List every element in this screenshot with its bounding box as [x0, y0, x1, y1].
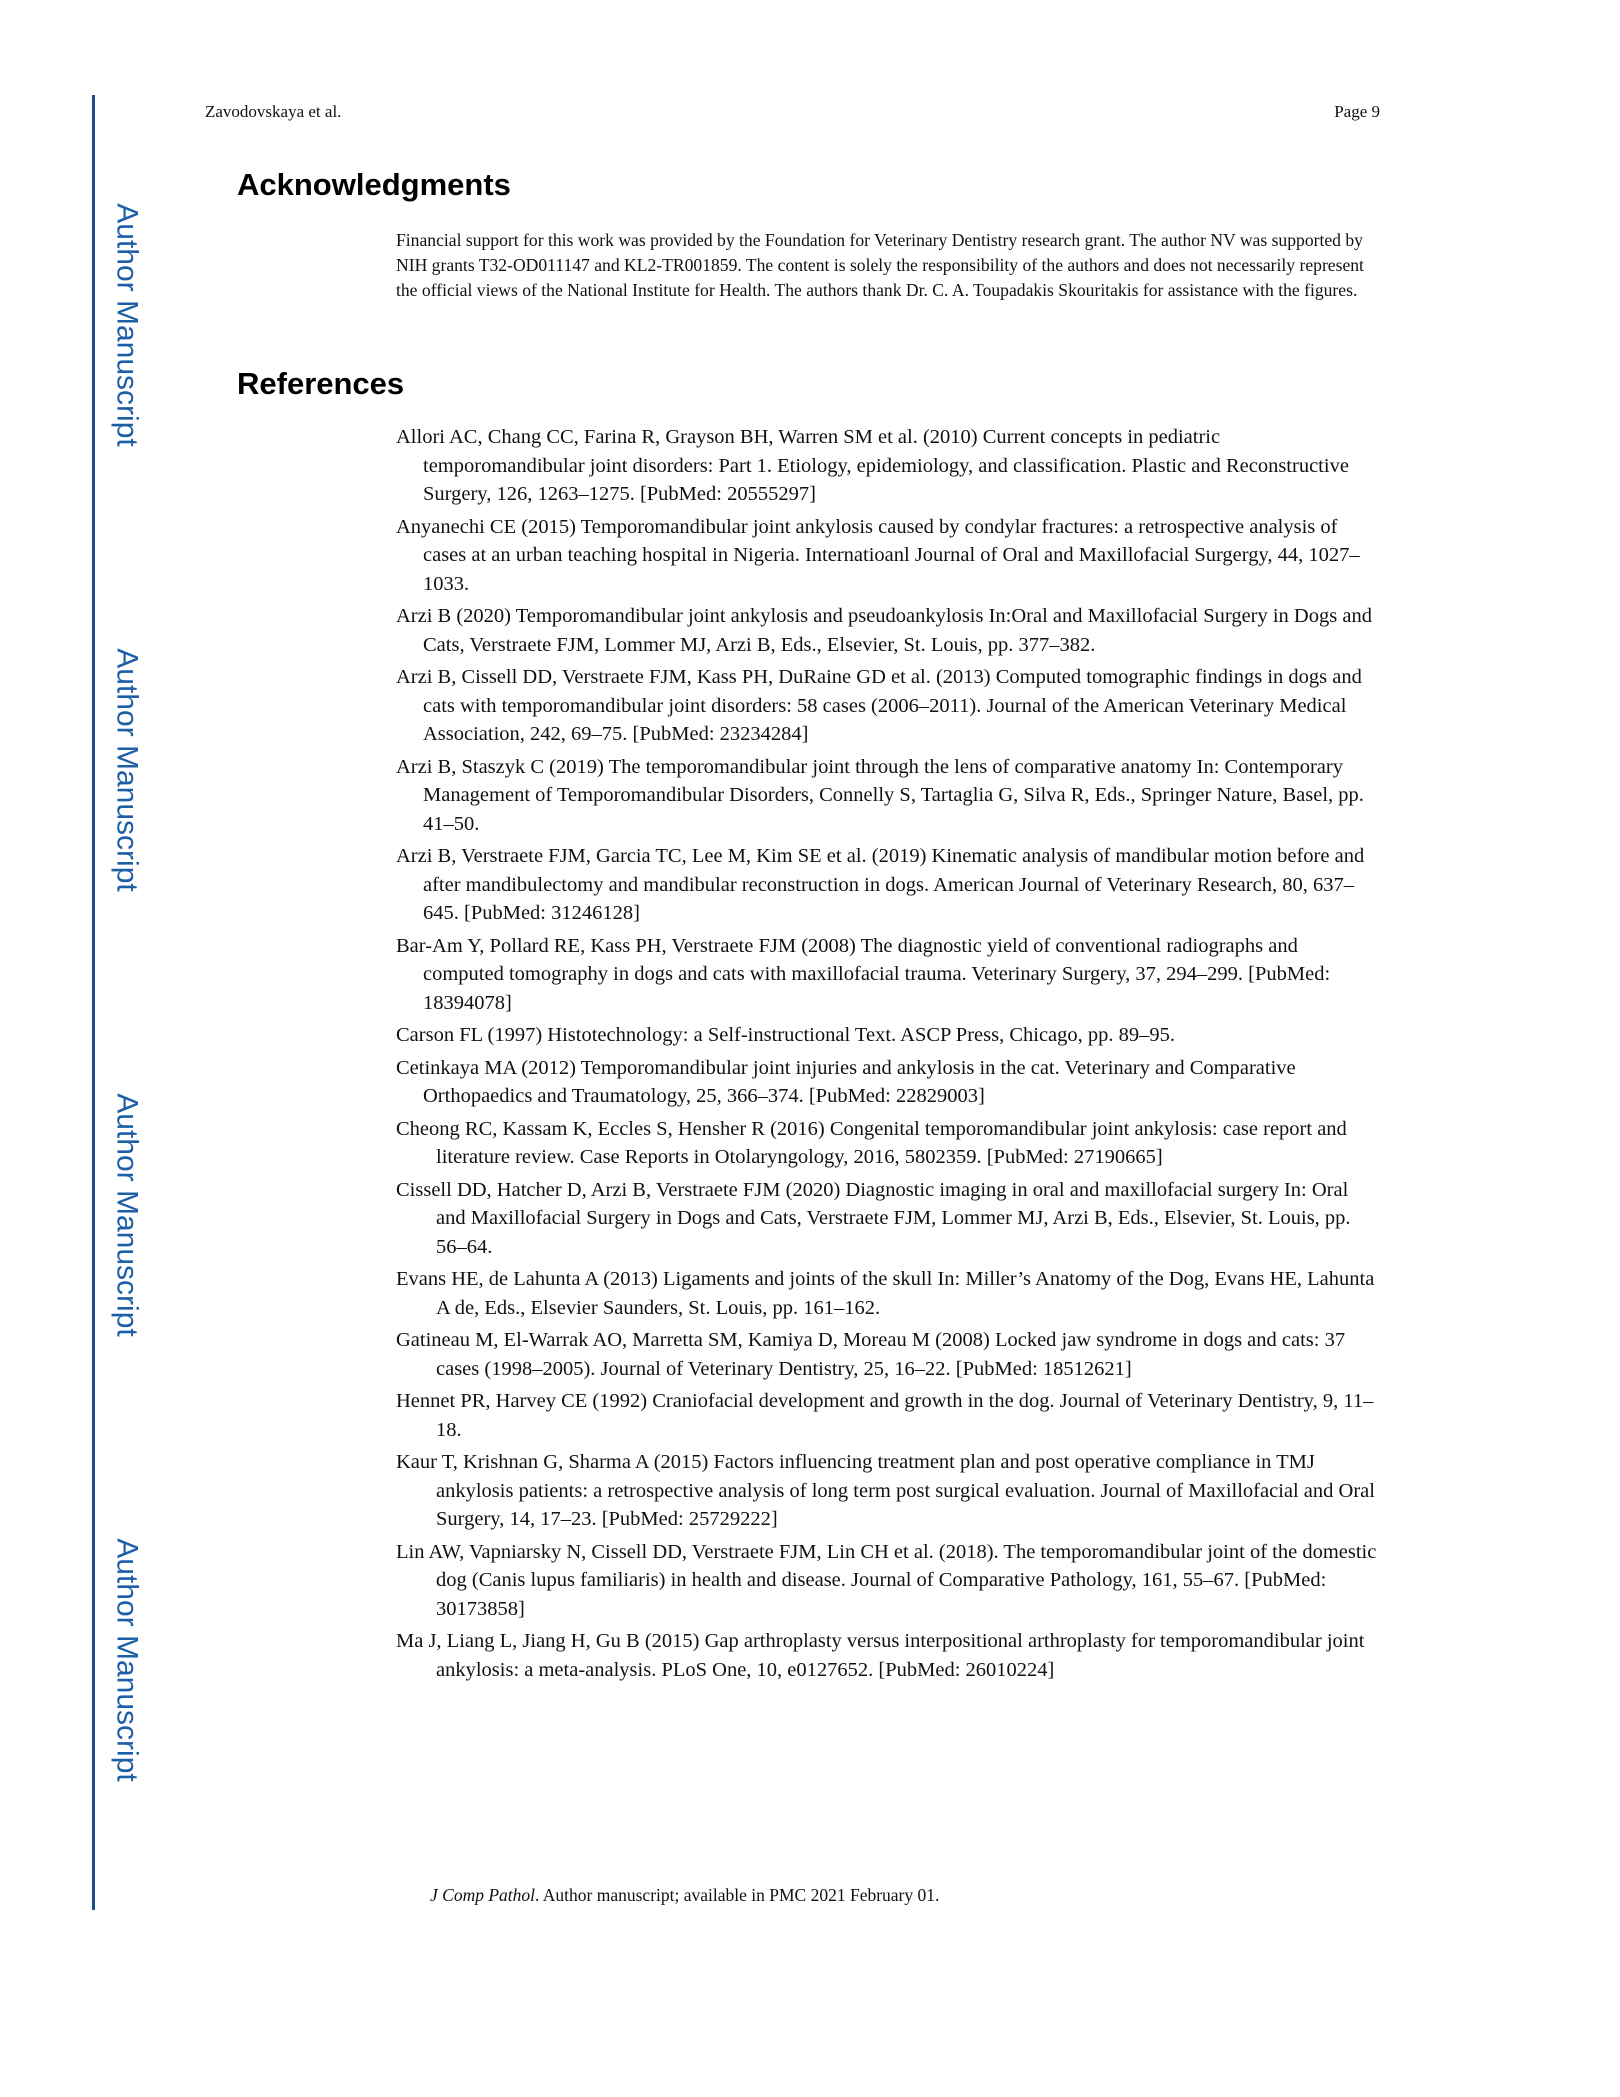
reference-item: Arzi B, Verstraete FJM, Garcia TC, Lee M, Kim SE et al. (2019) Kinematic analysis of mandibular motion before and after mandibulectomy and mandibular reconstruction in dogs. American Journal of Veterinary Research, 80, 637–645. [PubMed: 31246128]	[396, 845, 1365, 924]
side-label-author-manuscript: Author Manuscript	[110, 648, 144, 892]
reference-item: Kaur T, Krishnan G, Sharma A (2015) Factors influencing treatment plan and post operative compliance in TMJ ankylosis patients: a retrospective analysis of long term post surgical evaluation. Journal of Maxillofacial and Oral Surgery, 14, 17–23. [PubMed: 25729222]	[396, 1451, 1375, 1530]
footer	[430, 1885, 1130, 1906]
reference-item: Ma J, Liang L, Jiang H, Gu B (2015) Gap arthroplasty versus interpositional arthroplasty for temporomandibular joint ankylosis: a meta-analysis. PLoS One, 10, e0127652. [PubMed: 26010224]	[396, 1630, 1365, 1681]
reference-item: Hennet PR, Harvey CE (1992) Craniofacial development and growth in the dog. Journal of Veterinary Dentistry, 9, 11–18.	[396, 1390, 1374, 1441]
reference-item: Gatineau M, El-Warrak AO, Marretta SM, Kamiya D, Moreau M (2008) Locked jaw syndrome in dogs and cats: 37 cases (1998–2005). Journal of Veterinary Dentistry, 25, 16–22. [PubMed: 18512621]	[396, 1329, 1346, 1380]
reference-item: Arzi B (2020) Temporomandibular joint ankylosis and pseudoankylosis In:Oral and Maxillofacial Surgery in Dogs and Cats, Verstraete FJM, Lommer MJ, Arzi B, Eds., Elsevier, St. Louis, pp. 377–382.	[396, 605, 1372, 656]
running-head	[205, 102, 1380, 122]
reference-item: Cetinkaya MA (2012) Temporomandibular joint injuries and ankylosis in the cat. Veterinary and Comparative Orthopaedics and Traumatology, 25, 366–374. [PubMed: 22829003]	[396, 1056, 1296, 1107]
reference-item: Carson FL (1997) Histotechnology: a Self-instructional Text. ASCP Press, Chicago, pp. 89–95.	[396, 1024, 1176, 1046]
side-label-author-manuscript: Author Manuscript	[110, 203, 144, 447]
reference-item: Bar-Am Y, Pollard RE, Kass PH, Verstraete FJM (2008) The diagnostic yield of conventional radiographs and computed tomography in dogs and cats with maxillofacial trauma. Veterinary Surgery, 37, 294–299. [PubMed: 18394078]	[396, 934, 1331, 1014]
reference-item: Arzi B, Cissell DD, Verstraete FJM, Kass PH, DuRaine GD et al. (2013) Computed tomographic findings in dogs and cats with temporomandibular joint disorders: 58 cases (2006–2011). Journal of the American Veterinary Medical Association, 242, 69–75. [PubMed: 23234284]	[396, 666, 1362, 745]
reference-item: Evans HE, de Lahunta A (2013) Ligaments and joints of the skull In: Miller’s Anatomy of the Dog, Evans HE, Lahunta A de, Eds., Elsevier Saunders, St. Louis, pp. 161–162.	[396, 1268, 1375, 1319]
page-number: Page 9	[1334, 102, 1380, 121]
running-head-authors: Zavodovskaya et al.	[205, 102, 342, 121]
reference-item: Allori AC, Chang CC, Farina R, Grayson BH, Warren SM et al. (2010) Current concepts in pediatric temporomandibular joint disorders: Part 1. Etiology, epidemiology, and classification. Plastic and Reconstructive Surgery, 126, 1263–1275. [PubMed: 20555297]	[396, 426, 1349, 505]
reference-item: Cheong RC, Kassam K, Eccles S, Hensher R (2016) Congenital temporomandibular joint ankylosis: case report and literature review. Case Reports in Otolaryngology, 2016, 5802359. [PubMed: 27190665]	[396, 1117, 1347, 1168]
reference-list	[396, 423, 1382, 1688]
reference-item: Cissell DD, Hatcher D, Arzi B, Verstraete FJM (2020) Diagnostic imaging in oral and maxillofacial surgery In: Oral and Maxillofacial Surgery in Dogs and Cats, Verstraete FJM, Lommer MJ, Arzi B, Eds., Elsevier, St. Louis, pp. 56–64.	[396, 1178, 1351, 1258]
footer-note: . Author manuscript; available in PMC 2021 February 01.	[535, 1885, 940, 1905]
reference-item: Anyanechi CE (2015) Temporomandibular joint ankylosis caused by condylar fractures: a retrospective analysis of cases at an urban teaching hospital in Nigeria. Internatioanl Journal of Oral and Maxillofacial Surgergy, 44, 1027–1033.	[396, 515, 1360, 595]
reference-item: Lin AW, Vapniarsky N, Cissell DD, Verstraete FJM, Lin CH et al. (2018). The temporomandibular joint of the domestic dog (Canis lupus familiaris) in health and disease. Journal of Comparative Pathology, 161, 55–67. [PubMed: 30173858]	[396, 1540, 1377, 1620]
acknowledgments-heading: Acknowledgments	[237, 167, 511, 202]
side-label-author-manuscript: Author Manuscript	[110, 1538, 144, 1782]
references-heading: References	[237, 366, 405, 401]
side-rule	[92, 95, 95, 1910]
footer-journal: J Comp Pathol	[430, 1885, 535, 1905]
reference-item: Arzi B, Staszyk C (2019) The temporomandibular joint through the lens of comparative anatomy In: Contemporary Management of Temporomandibular Disorders, Connelly S, Tartaglia G, Silva R, Eds., Springer Nature, Basel, pp. 41–50.	[396, 755, 1364, 835]
acknowledgments-text: Financial support for this work was provided by the Foundation for Veterinary Dentistry research grant. The author NV was supported by NIH grants T32-OD011147 and KL2-TR001859. The content is solely the responsibility of the authors and does not necessarily represent the official views of the National Institute for Health. The authors thank Dr. C. A. Toupadakis Skouritakis for assistance with the figures.	[396, 230, 1364, 300]
side-label-author-manuscript: Author Manuscript	[110, 1093, 144, 1337]
